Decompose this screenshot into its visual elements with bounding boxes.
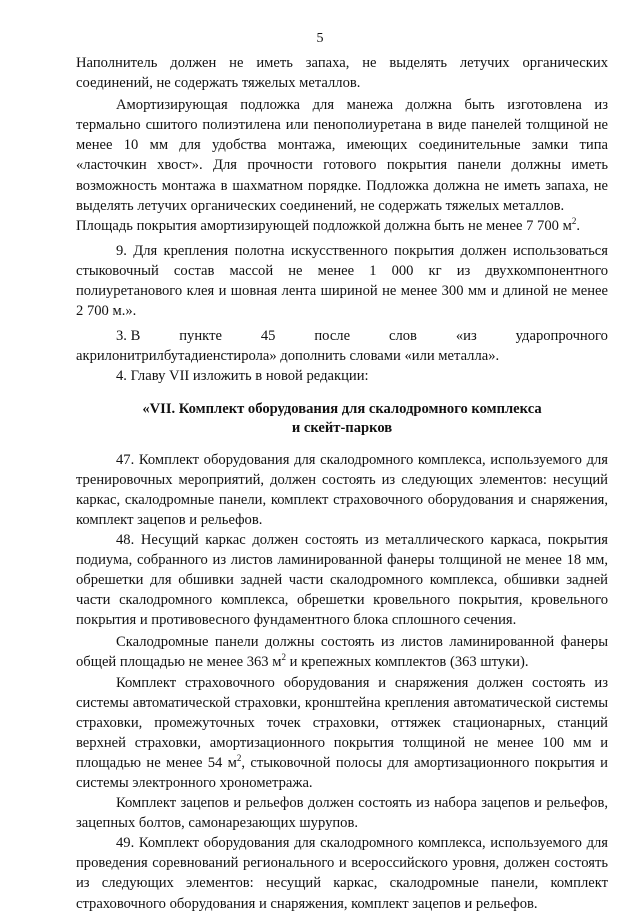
- superscript: 2: [281, 652, 286, 663]
- chapter-heading-line-1: «VII. Комплект оборудования для скалодромного комплекса: [142, 400, 542, 417]
- paragraph-48: 48. Несущий каркас должен состоять из металлического каркаса, покрытия подиума, собранного из листов ламинированной фанеры толщиной не менее 18 мм, обрешетки для обшивки задней части скалодромного комплекса, обшивки задней части скалодромного комплекса, обрешетки кровельного покрытия, кровельного покрытия и противовесного фундаментного блока сплошного сечения.: [76, 531, 608, 629]
- paragraph-47: 47. Комплект оборудования для скалодромного комплекса, используемого для тренировочных мероприятий, должен состоять из следующих элементов: несущий каркас, скалодромные панели, комплект страховочного оборудования и снаряжения, комплект зацепов и рельефов.: [76, 451, 608, 528]
- item3-word: после: [314, 328, 351, 345]
- chapter-heading-line-2: и скейт-парков: [291, 419, 393, 436]
- paragraph-holds: Комплект зацепов и рельефов должен состоять из набора зацепов и рельефов, зацепных болтов, самонарезающих шурупов.: [76, 795, 608, 832]
- chapter-heading: [76, 400, 608, 438]
- panels-text-a: Скалодромные панели должны состоять из листов ламинированной фанеры общей площадью не менее 363 м: [76, 634, 608, 671]
- period: .: [576, 217, 580, 234]
- superscript: 2: [571, 215, 577, 226]
- paragraph-underlay: Амортизирующая подложка для манежа должна быть изготовлена из термально сшитого полиэтилена или пенополиуретана в виде панелей толщиной не менее 10 мм для удобства монтажа, имеющих соединительные замки типа «ласточкин хвост». Для прочности готового покрытия панели должны иметь возможность монтажа в шахматном порядке. Подложка должна не иметь запаха, не выделять летучих органических соединений, не содержать тяжелых металлов.: [76, 97, 608, 214]
- item3-word: слов: [389, 328, 417, 345]
- item3-word: «из: [455, 328, 477, 345]
- paragraph-underlay-area: [76, 216, 608, 236]
- item3-word: 3. В: [116, 328, 141, 345]
- safety-text-b: , стыковочной полосы для амортизационного покрытия и системы электронного хронометража.: [76, 754, 608, 791]
- superscript: 2: [236, 753, 242, 764]
- page-number: 5: [316, 31, 324, 46]
- paragraph-item-4: 4. Главу VII изложить в новой редакции:: [116, 368, 369, 385]
- item3-word: пункте: [179, 328, 222, 345]
- paragraph-49: 49. Комплект оборудования для скалодромного комплекса, используемого для проведения соревнований регионального и всероссийского уровня, должен состоять из следующих элементов: несущий каркас, скалодромные панели, комплект страховочного оборудования и снаряжения, комплект зацепов и рельефов.: [76, 835, 608, 912]
- paragraph-item-3-line: [76, 326, 608, 346]
- underlay-area-text: Площадь покрытия амортизирующей подложкой должна быть не менее 7 700 м: [76, 217, 572, 234]
- safety-text-a: Комплект страховочного оборудования и снаряжения должен состоять из системы автоматической страховки, кронштейна крепления автоматической системы страховки, промежуточных точек страховки, оттяжек стационарных, станций верхней страховки, амортизационного покрытия толщиной не менее 100 мм и площадью не менее 54 м: [76, 674, 608, 771]
- paragraph-item-3-cont: акрилонитрилбутадиенстирола» дополнить словами «или металла».: [76, 348, 500, 365]
- item3-word: ударопрочного: [515, 328, 608, 345]
- panels-text-b: и крепежных комплектов (363 штуки).: [285, 654, 529, 671]
- paragraph-panels: [76, 632, 608, 672]
- paragraph-filler: Наполнитель должен не иметь запаха, не выделять летучих органических соединений, не содержать тяжелых металлов.: [76, 55, 608, 92]
- paragraph-safety: [76, 673, 608, 794]
- paragraph-item-9: 9. Для крепления полотна искусственного покрытия должен использоваться стыковочный состав массой не менее 1 000 кг из двухкомпонентного полиуретанового клея и шовная лента шириной не менее 300 мм и длиной не менее 2 700 м.».: [76, 242, 608, 320]
- item3-word: 45: [260, 328, 276, 345]
- document-body: [76, 53, 608, 914]
